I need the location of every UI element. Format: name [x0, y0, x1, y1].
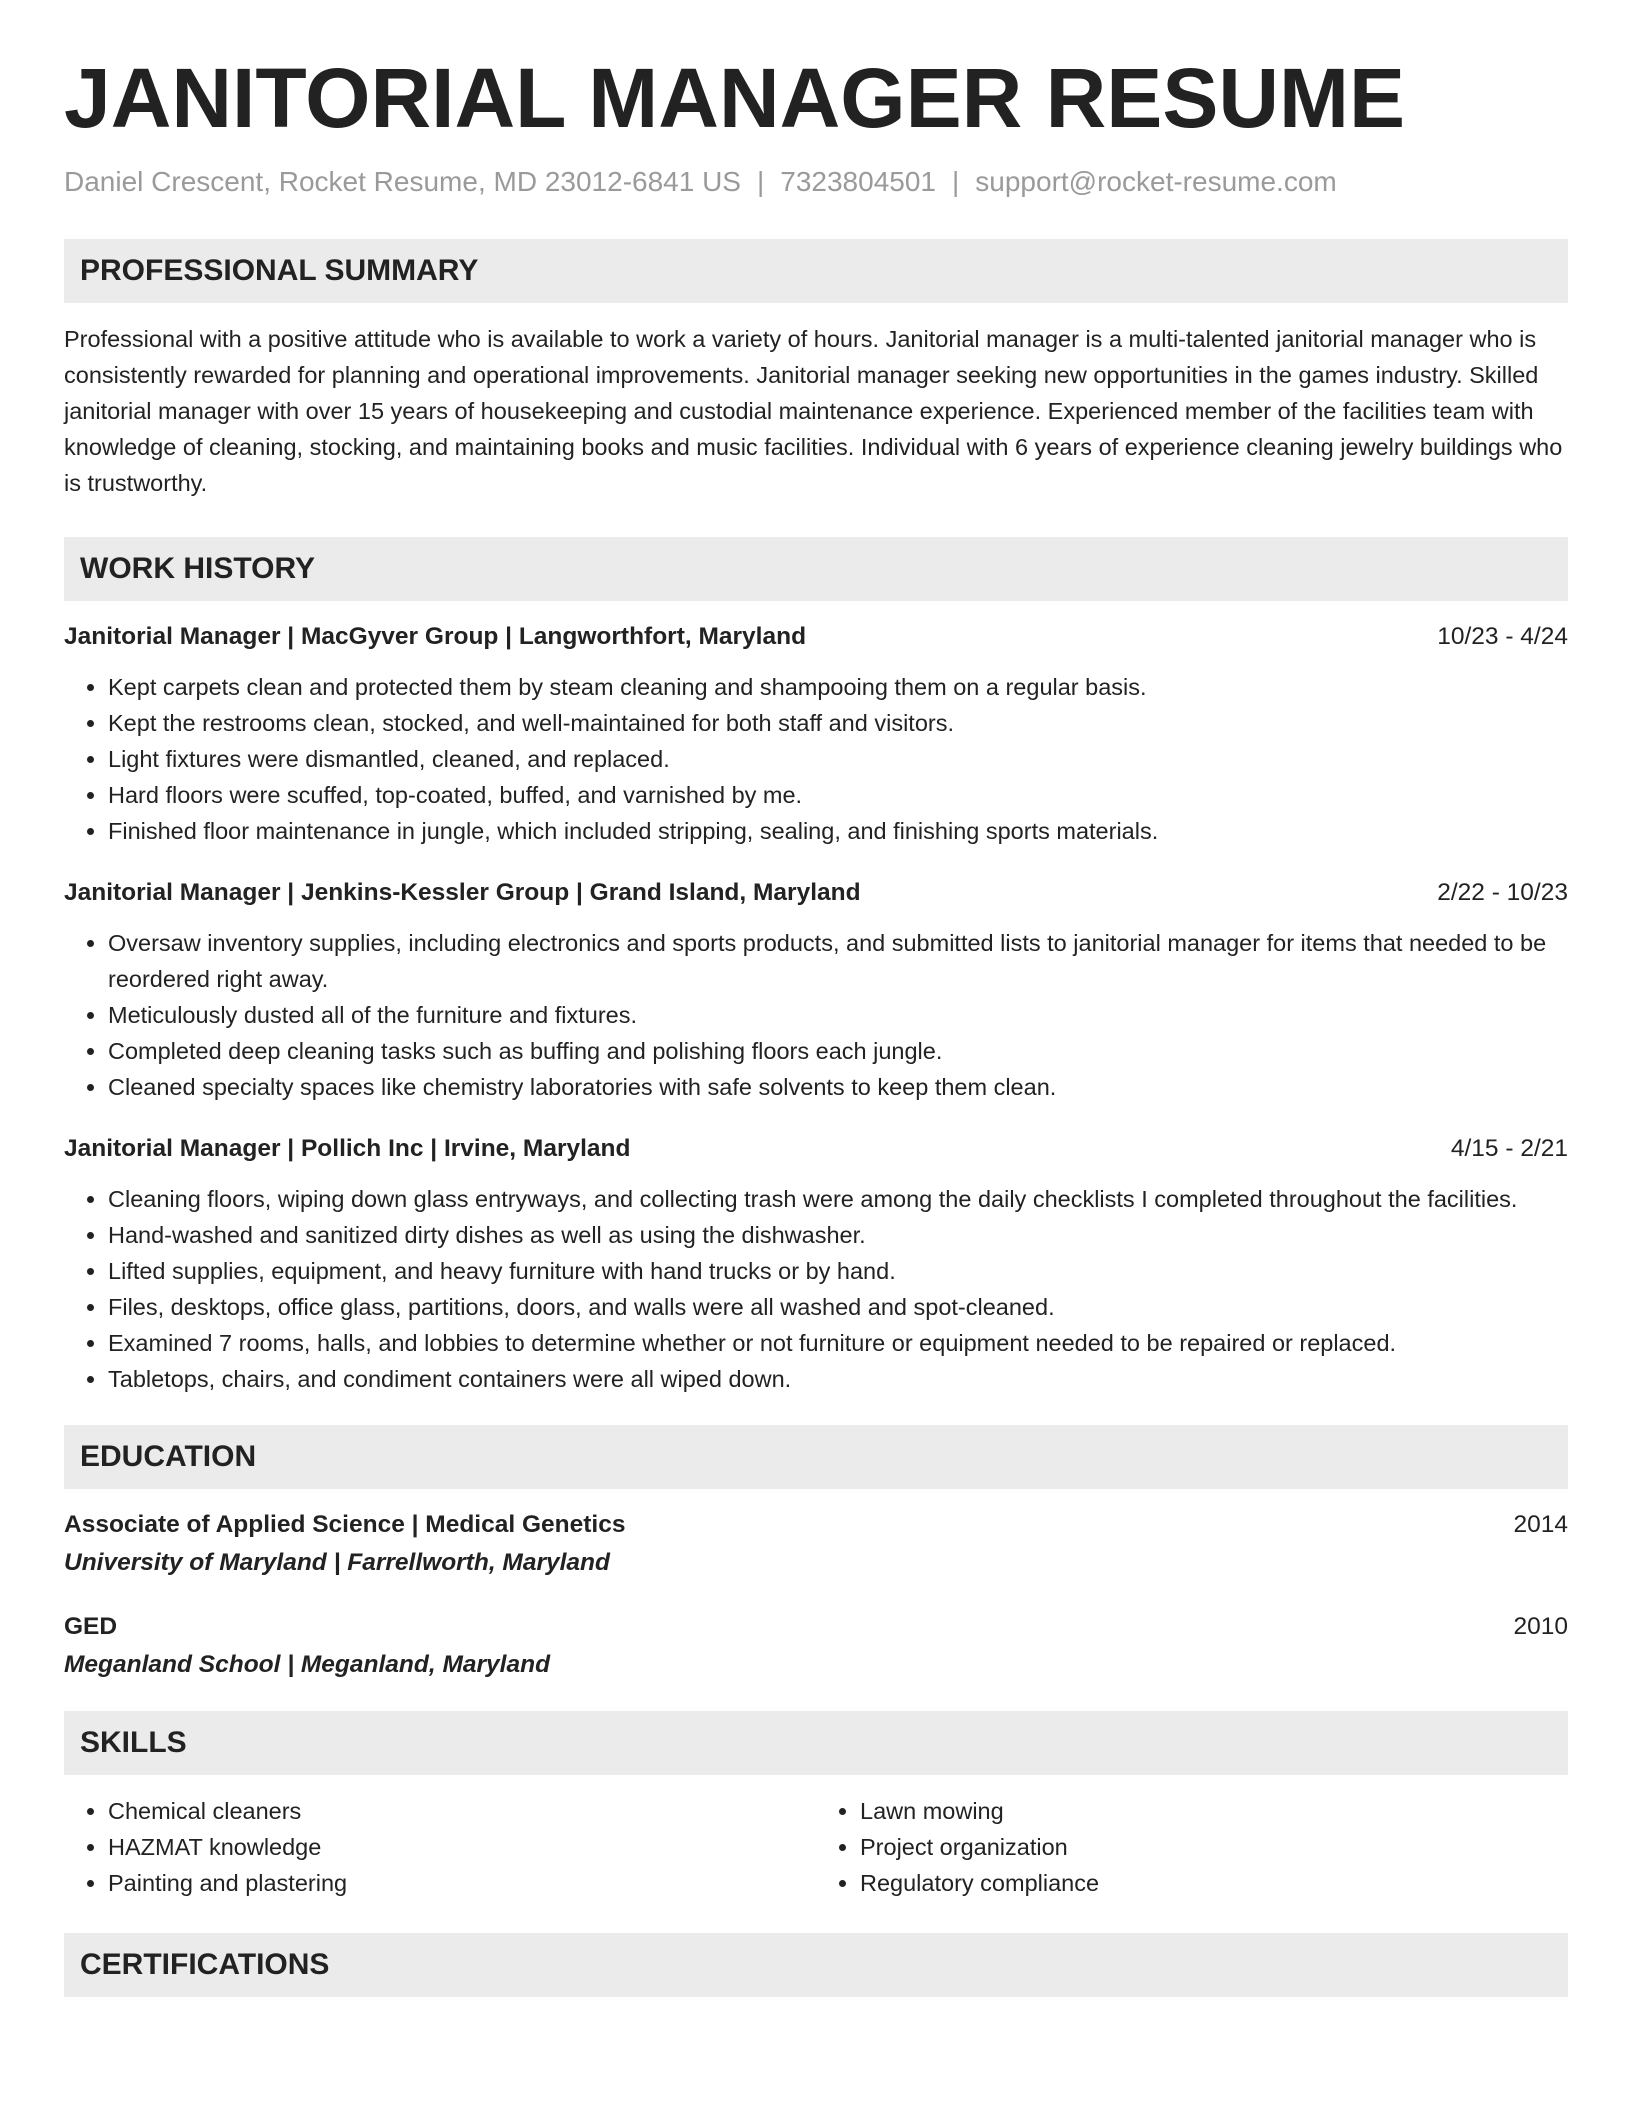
- contact-separator: |: [756, 166, 765, 198]
- job-bullet: • Oversaw inventory supplies, including electronics and sports products, and submitted lists to janitorial manager for items that needed to be reordered right away.: [108, 925, 1568, 997]
- job-bullet: • Hard floors were scuffed, top-coated, buffed, and varnished by me.: [108, 777, 1568, 813]
- contact-separator: |: [952, 166, 960, 198]
- job-bullet: • Kept carpets clean and protected them by steam cleaning and shampooing them on a regular basis.: [108, 669, 1568, 705]
- job-bullet: • Kept the restrooms clean, stocked, and well-maintained for both staff and visitors.: [108, 705, 1568, 741]
- job-dates: 2/22 - 10/23: [1437, 878, 1568, 906]
- skill-item: • Chemical cleaners: [108, 1793, 816, 1829]
- job-bullet: • Completed deep cleaning tasks such as buffing and polishing floors each jungle.: [108, 1033, 1568, 1069]
- skill-item: • Project organization: [860, 1829, 1568, 1865]
- skills-list: [64, 1793, 1568, 1901]
- job-bullet: • Cleaning floors, wiping down glass entryways, and collecting trash were among the daily checklists I completed throughout the facilities.: [108, 1181, 1568, 1217]
- job-title: Janitorial Manager | Pollich Inc | Irvine, Maryland: [64, 1134, 631, 1162]
- contact-email: support@rocket-resume.com: [975, 166, 1337, 198]
- skill-item: • Lawn mowing: [860, 1793, 1568, 1829]
- job-entry: [64, 875, 1568, 1105]
- job-entry: [64, 1131, 1568, 1397]
- job-bullet: • Meticulously dusted all of the furniture and fixtures.: [108, 997, 1568, 1033]
- job-bullets: [64, 925, 1568, 1105]
- job-dates: 10/23 - 4/24: [1437, 622, 1568, 650]
- job-title: Janitorial Manager | MacGyver Group | Langworthfort, Maryland: [64, 622, 807, 650]
- resume-title: JANITORIAL MANAGER RESUME: [64, 51, 1406, 145]
- education-year: 2014: [1513, 1510, 1568, 1538]
- section-header-summary: PROFESSIONAL SUMMARY: [64, 239, 1568, 303]
- education-school: University of Maryland | Farrellworth, Maryland: [64, 1548, 610, 1576]
- education-degree: GED: [64, 1612, 118, 1640]
- job-header: [64, 875, 1568, 911]
- section-header-certifications: CERTIFICATIONS: [64, 1933, 1568, 1997]
- contact-phone: 7323804501: [780, 166, 936, 198]
- job-bullet: • Cleaned specialty spaces like chemistry laboratories with safe solvents to keep them clean.: [108, 1069, 1568, 1105]
- job-bullet: • Lifted supplies, equipment, and heavy furniture with hand trucks or by hand.: [108, 1253, 1568, 1289]
- job-bullet: • Light fixtures were dismantled, cleaned, and replaced.: [108, 741, 1568, 777]
- education-school: Meganland School | Meganland, Maryland: [64, 1650, 551, 1678]
- skill-item: • HAZMAT knowledge: [108, 1829, 816, 1865]
- summary-text: Professional with a positive attitude who is available to work a variety of hours. Janitorial manager is a multi-talented janitorial manager who is consistently rewarded for planning and operational improvements. Janitorial manager seeking new opportunities in the games industry. Skilled janitorial manager with over 15 years of housekeeping and custodial maintenance experience. Experienced member of the facilities team with knowledge of cleaning, stocking, and maintaining books and music facilities. Individual with 6 years of experience cleaning jewelry buildings who is trustworthy.: [64, 325, 1563, 496]
- skill-item: • Painting and plastering: [108, 1865, 816, 1901]
- skill-item: • Regulatory compliance: [860, 1865, 1568, 1901]
- section-header-education: EDUCATION: [64, 1425, 1568, 1489]
- section-header-work-history: WORK HISTORY: [64, 537, 1568, 601]
- job-bullet: • Examined 7 rooms, halls, and lobbies to determine whether or not furniture or equipment needed to be repaired or replaced.: [108, 1325, 1568, 1361]
- job-bullets: [64, 1181, 1568, 1397]
- education-entry: [64, 1609, 1568, 1683]
- skills-column-right: [816, 1793, 1568, 1901]
- job-bullet: • Files, desktops, office glass, partitions, doors, and walls were all washed and spot-cleaned.: [108, 1289, 1568, 1325]
- job-bullets: [64, 669, 1568, 849]
- contact-address: Daniel Crescent, Rocket Resume, MD 23012-6841 US: [64, 166, 741, 198]
- job-bullet: • Tabletops, chairs, and condiment containers were all wiped down.: [108, 1361, 1568, 1397]
- education-year: 2010: [1513, 1612, 1568, 1640]
- job-title: Janitorial Manager | Jenkins-Kessler Group | Grand Island, Maryland: [64, 878, 861, 906]
- job-header: [64, 619, 1568, 655]
- job-bullet: • Hand-washed and sanitized dirty dishes as well as using the dishwasher.: [108, 1217, 1568, 1253]
- education-header: [64, 1507, 1568, 1543]
- section-header-skills: SKILLS: [64, 1711, 1568, 1775]
- skills-column-left: [64, 1793, 816, 1901]
- education-degree: Associate of Applied Science | Medical Genetics: [64, 1510, 626, 1538]
- contact-line: [64, 164, 1568, 200]
- job-entry: [64, 619, 1568, 849]
- education-header: [64, 1609, 1568, 1645]
- job-dates: 4/15 - 2/21: [1450, 1134, 1568, 1162]
- education-entry: [64, 1507, 1568, 1581]
- job-bullet: • Finished floor maintenance in jungle, which included stripping, sealing, and finishing sports materials.: [108, 813, 1568, 849]
- job-header: [64, 1131, 1568, 1167]
